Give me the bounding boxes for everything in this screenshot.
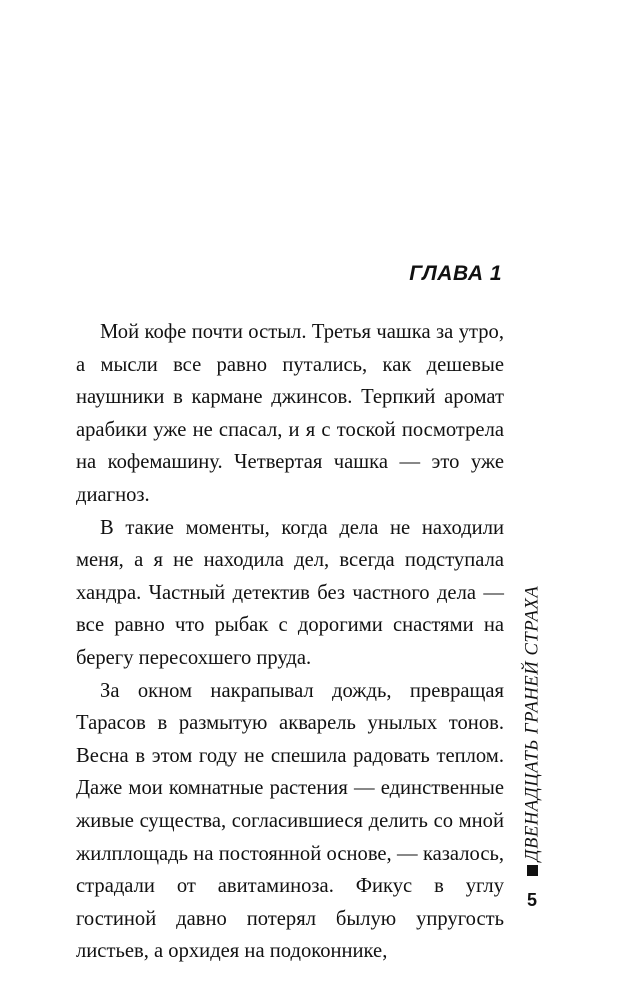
paragraph: В такие моменты, когда дела не находили меня, а я не находила дел, всегда подступала хандра. Частный детектив без частного дела — все равно что рыбак с дорогими снастями на берегу пересохшего пруда. [76, 516, 504, 669]
running-title [518, 578, 548, 868]
paragraph: За окном накрапывал дождь, превращая Тарасов в размытую акварель унылых тонов. Весна в этом году не спешила радовать теплом. Даже мои комнатные растения — единственные живые существа, согласившиеся делить со мной жилплощадь на постоянной основе, — казалось, страдали от авитаминоза. Фикус в углу гостиной давно потерял былую упругость листьев, а орхидея на подоконнике, [76, 679, 504, 963]
page-number: 5 [526, 890, 537, 910]
book-title: ДВЕНАДЦАТЬ ГРАНЕЙ СТРАХА [522, 585, 543, 861]
body-text [76, 316, 504, 968]
paragraph: Мой кофе почти остыл. Третья чашка за утро, а мысли все равно путались, как дешевые наушники в кармане джинсов. Терпкий аромат арабики уже не спасал, и я с тоской посмотрела на кофемашину. Четвертая чашка — это уже диагноз. [76, 321, 504, 506]
square-marker-icon [527, 865, 538, 876]
chapter-heading: ГЛАВА 1 [409, 262, 502, 285]
